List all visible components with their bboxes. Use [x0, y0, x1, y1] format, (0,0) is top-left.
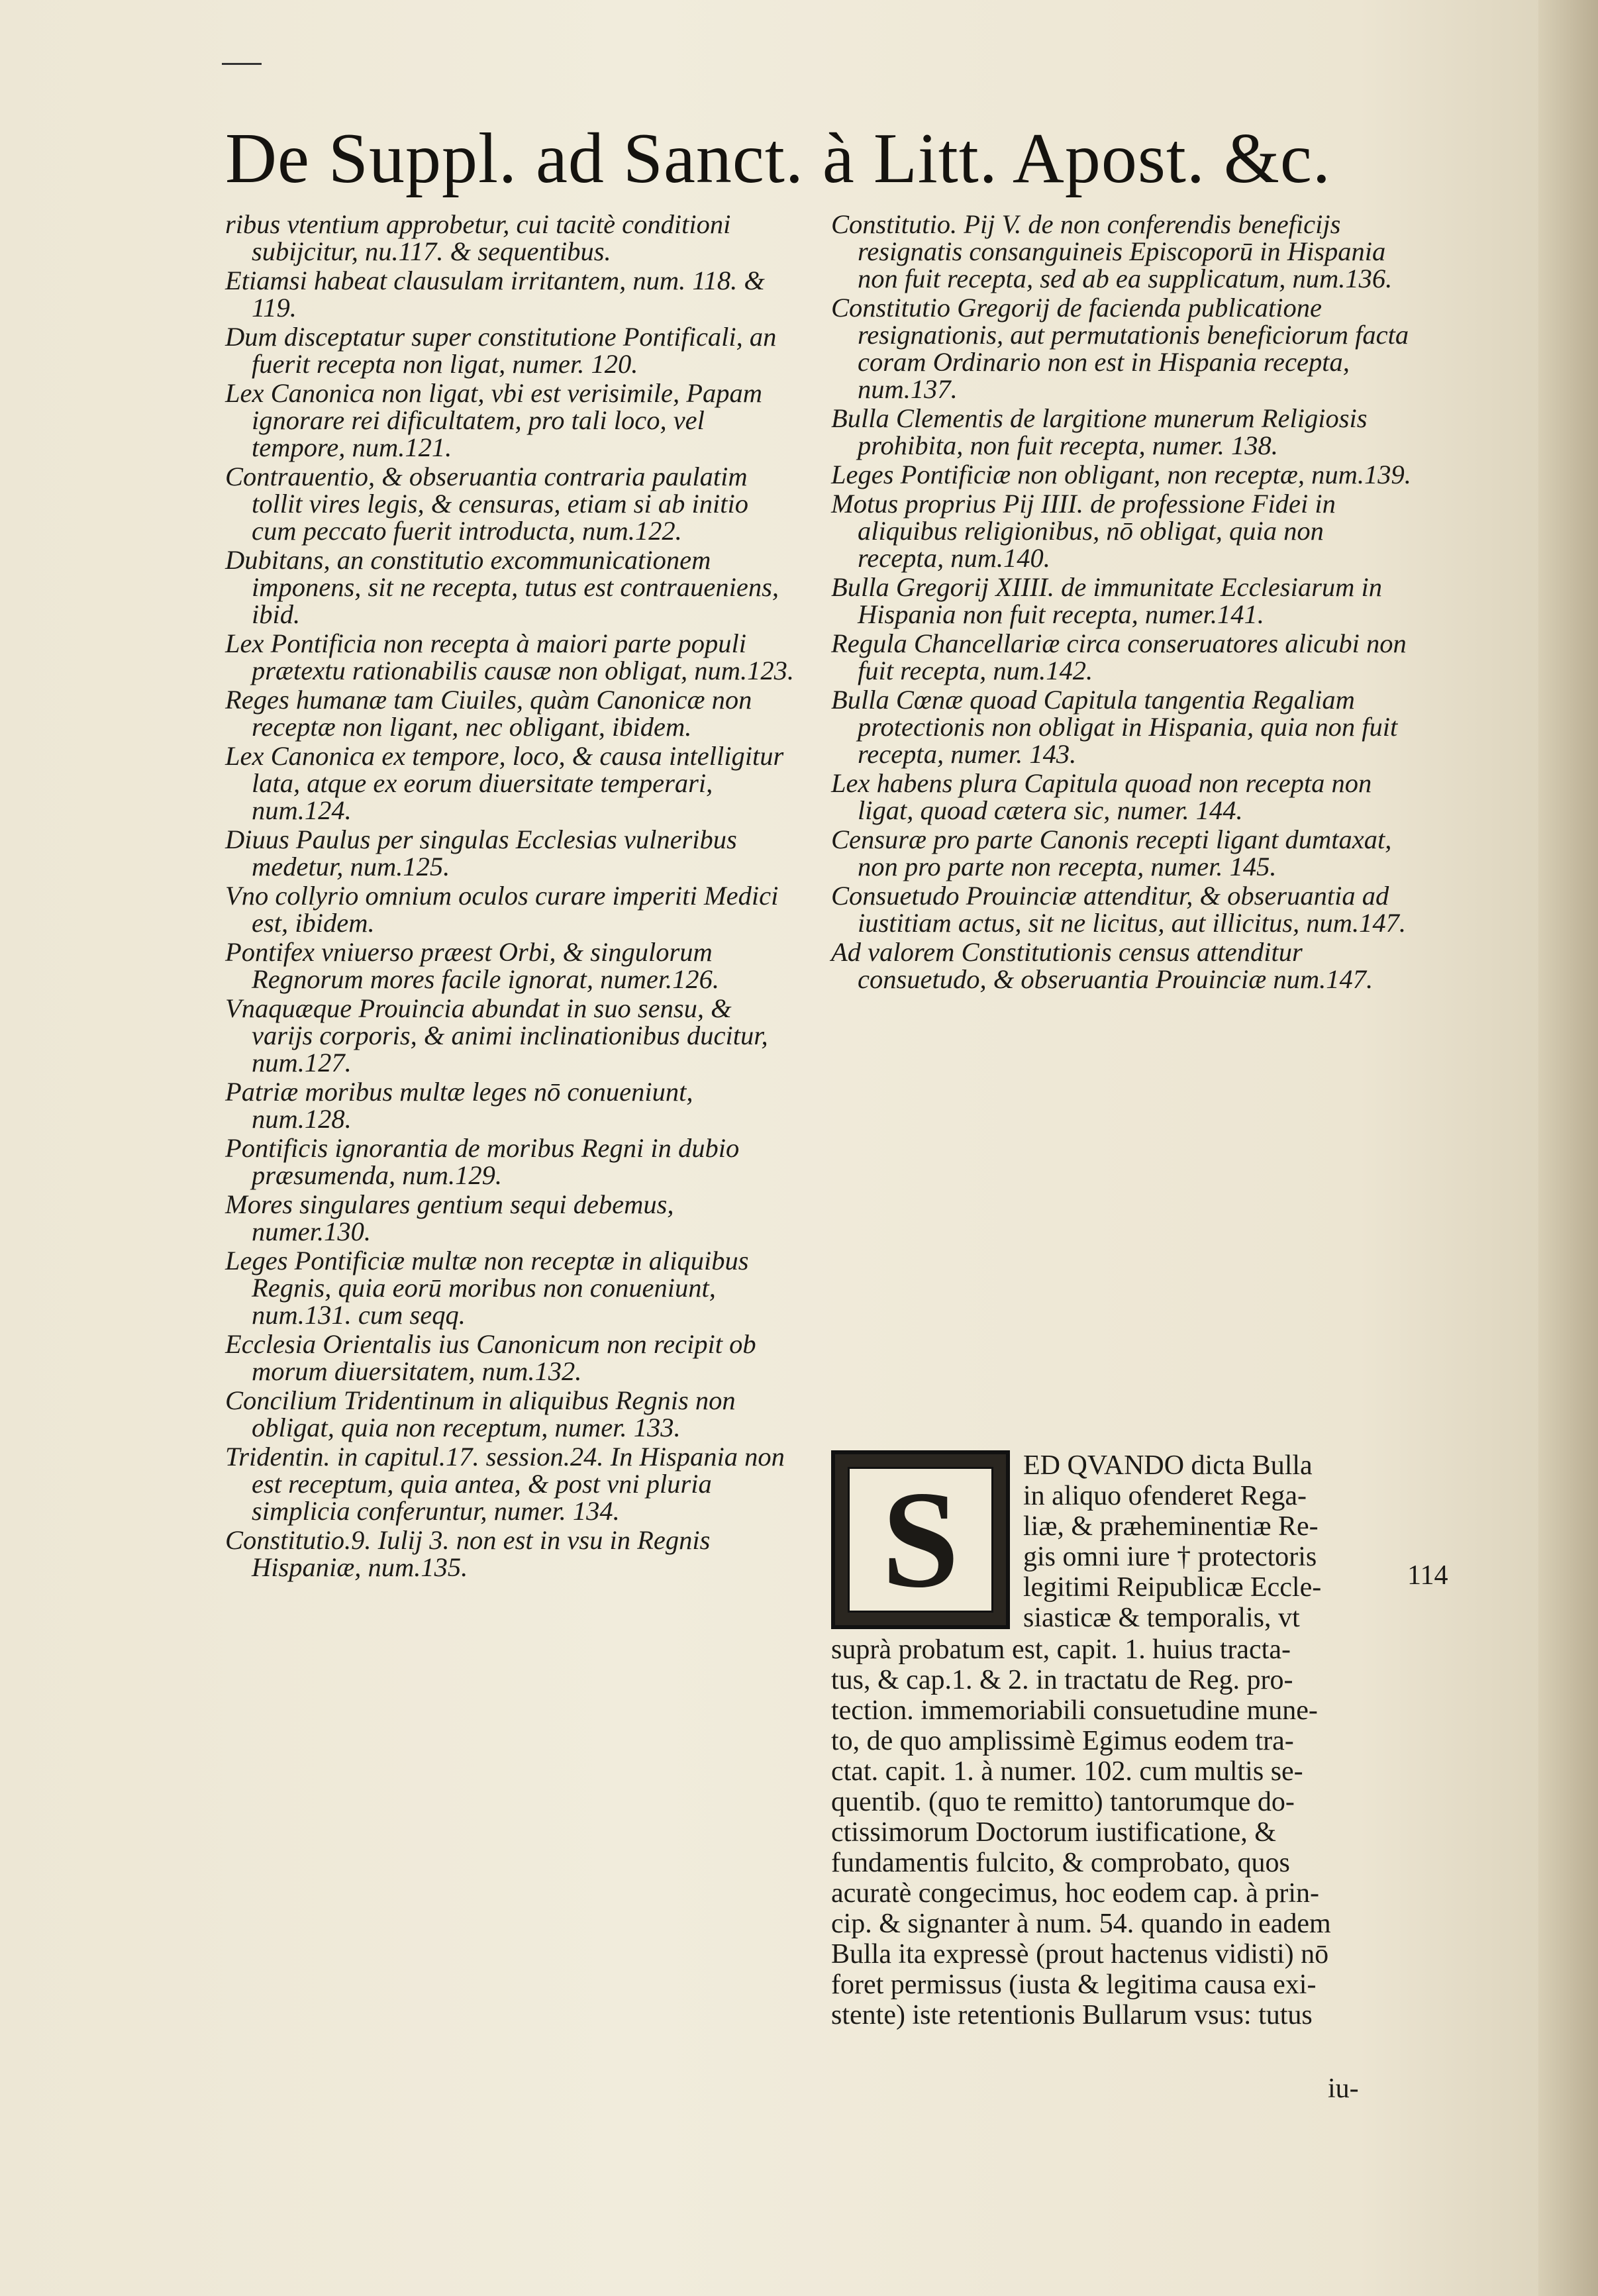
index-entry: Dum disceptatur super constitutione Pontificali, an fuerit recepta non ligat, numer. 120.	[225, 322, 777, 379]
right-column-index	[831, 211, 1414, 995]
index-entry: Etiamsi habeat clausulam irritantem, num. 118. & 119.	[225, 266, 765, 323]
index-entry: Contrauentio, & obseruantia contraria paulatim tollit vires legis, & censuras, etiam si ab initio cum peccato fuerit introducta, num.122.	[225, 462, 748, 546]
index-entry: Censuræ pro parte Canonis recepti ligant dumtaxat, non pro parte non recepta, numer. 145.	[831, 824, 1392, 881]
index-entry: Lex Canonica ex tempore, loco, & causa intelligitur lata, atque ex eorum diuersitate temperari, num.124.	[225, 741, 784, 825]
index-entry: Vno collyrio omnium oculos curare imperiti Medici est, ibidem.	[225, 881, 779, 938]
index-entry: Bulla Clementis de largitione munerum Religiosis prohibita, non fuit recepta, numer. 138.	[831, 403, 1368, 460]
decorated-initial	[831, 1450, 1010, 1629]
text-line: Bulla ita expressè (prout hactenus vidisti) nō	[831, 1939, 1329, 1970]
text-line: liæ, & præheminentiæ Re-	[1023, 1511, 1319, 1542]
margin-number: 114	[1407, 1560, 1448, 1591]
index-entry: ribus vtentium approbetur, cui tacitè conditioni subijcitur, nu.117. & sequentibus.	[225, 209, 731, 266]
index-entry: Leges Pontificiæ multæ non receptæ in aliquibus Regnis, quia eorū moribus non conueniunt, num.131. cum seqq.	[225, 1246, 749, 1330]
index-entry: Lex Canonica non ligat, vbi est verisimile, Papam ignorare rei dificultatem, pro tali loco, vel tempore, num.121.	[225, 378, 763, 462]
index-entry: Leges Pontificiæ non obligant, non receptæ, num.139.	[831, 460, 1411, 489]
facing-page-edge	[1538, 0, 1598, 2296]
index-entry: Vnaquæque Prouincia abundat in suo sensu, & varijs corporis, & animi inclinationibus ducitur, num.127.	[225, 993, 768, 1077]
text-line: in aliquo ofenderet Rega-	[1023, 1481, 1307, 1511]
text-line: tection. immemoriabili consuetudine mune-	[831, 1695, 1318, 1726]
text-line: to, de quo amplissimè Egimus eodem tra-	[831, 1726, 1294, 1756]
catchword: iu-	[1328, 2073, 1359, 2104]
text-line: fundamentis fulcito, & comprobato, quos	[831, 1848, 1290, 1878]
index-entry: Regula Chancellariæ circa conseruatores alicubi non fuit recepta, num.142.	[831, 628, 1407, 685]
initial-letter: S	[881, 1463, 960, 1617]
index-entry: Consuetudo Prouinciæ attenditur, & obseruantia ad iustitiam actus, sit ne licitus, aut illicitus, num.147.	[831, 881, 1406, 938]
body-text-beside-initial	[1023, 1450, 1421, 1633]
index-entry: Mores singulares gentium sequi debemus, numer.130.	[225, 1189, 674, 1246]
body-text	[831, 1634, 1414, 2030]
index-entry: Diuus Paulus per singulas Ecclesias vulneribus medetur, num.125.	[225, 824, 737, 881]
text-line: gis omni iure † protectoris	[1023, 1542, 1317, 1572]
left-column-index	[225, 211, 795, 1583]
text-line: ctissimorum Doctorum iustificatione, &	[831, 1817, 1276, 1848]
initial-frame	[848, 1463, 993, 1617]
text-line: stente) iste retentionis Bullarum vsus: tutus	[831, 2000, 1313, 2030]
index-entry: Ecclesia Orientalis ius Canonicum non recipit ob morum diuersitatem, num.132.	[225, 1329, 756, 1386]
text-line: ED QVANDO dicta Bulla	[1023, 1450, 1313, 1481]
text-line: siasticæ & temporalis, vt	[1023, 1603, 1300, 1633]
text-line: foret permissus (iusta & legitima causa exi-	[831, 1970, 1317, 2000]
index-entry: Pontifex vniuerso præest Orbi, & singulorum Regnorum mores facile ignorat, numer.126.	[225, 937, 720, 994]
index-entry: Ad valorem Constitutionis census attenditur consuetudo, & obseruantia Prouinciæ num.147.	[831, 937, 1373, 994]
text-line: quentib. (quo te remitto) tantorumque do-	[831, 1787, 1295, 1817]
text-line: acuratè congecimus, hoc eodem cap. à prin-	[831, 1878, 1319, 1909]
index-entry: Constitutio.9. Iulij 3. non est in vsu in Regnis Hispaniæ, num.135.	[225, 1525, 711, 1582]
text-line: ctat. capit. 1. à numer. 102. cum multis se-	[831, 1756, 1303, 1787]
index-entry: Reges humanæ tam Ciuiles, quàm Canonicæ non receptæ non ligant, nec obligant, ibidem.	[225, 685, 752, 742]
text-line: legitimi Reipublicæ Eccle-	[1023, 1572, 1322, 1603]
text-line: tus, & cap.1. & 2. in tractatu de Reg. pro-	[831, 1665, 1293, 1695]
index-entry: Concilium Tridentinum in aliquibus Regnis non obligat, quia non receptum, numer. 133.	[225, 1385, 736, 1442]
index-entry: Bulla Cœnæ quoad Capitula tangentia Regaliam protectionis non obligat in Hispania, quia non fuit recepta, numer. 143.	[831, 685, 1398, 769]
index-entry: Lex habens plura Capitula quoad non recepta non ligat, quoad cætera sic, numer. 144.	[831, 768, 1372, 825]
index-entry: Patriæ moribus multæ leges nō conueniunt, num.128.	[225, 1077, 693, 1134]
index-entry: Constitutio. Pij V. de non conferendis beneficijs resignatis consanguineis Episcoporū in Hispania non fuit recepta, sed ab ea supplicatum, num.136.	[831, 209, 1393, 293]
index-entry: Tridentin. in capitul.17. session.24. In Hispania non est receptum, quia antea, & post vni pluria simplicia conferuntur, numer. 134.	[225, 1442, 785, 1526]
signature-mark	[222, 63, 262, 65]
index-entry: Bulla Gregorij XIIII. de immunitate Ecclesiarum in Hispania non fuit recepta, numer.141.	[831, 572, 1382, 629]
text-line: suprà probatum est, capit. 1. huius tracta-	[831, 1634, 1291, 1665]
index-entry: Dubitans, an constitutio excommunicationem imponens, sit ne recepta, tutus est contraueniens, ibid.	[225, 545, 779, 629]
index-entry: Lex Pontificia non recepta à maiori parte populi prætextu rationabilis causæ non obligat, num.123.	[225, 628, 795, 685]
index-entry: Motus proprius Pij IIII. de professione Fidei in aliquibus religionibus, nō obligat, quia non recepta, num.140.	[831, 489, 1336, 573]
index-entry: Constitutio Gregorij de facienda publicatione resignationis, aut permutationis beneficiorum facta coram Ordinario non est in Hispania recepta, num.137.	[831, 293, 1409, 404]
index-entry: Pontificis ignorantia de moribus Regni in dubio præsumenda, num.129.	[225, 1133, 740, 1190]
running-head: De Suppl. ad Sanct. à Litt. Apost. &c.	[225, 119, 1331, 198]
text-line: cip. & signanter à num. 54. quando in eadem	[831, 1909, 1331, 1939]
